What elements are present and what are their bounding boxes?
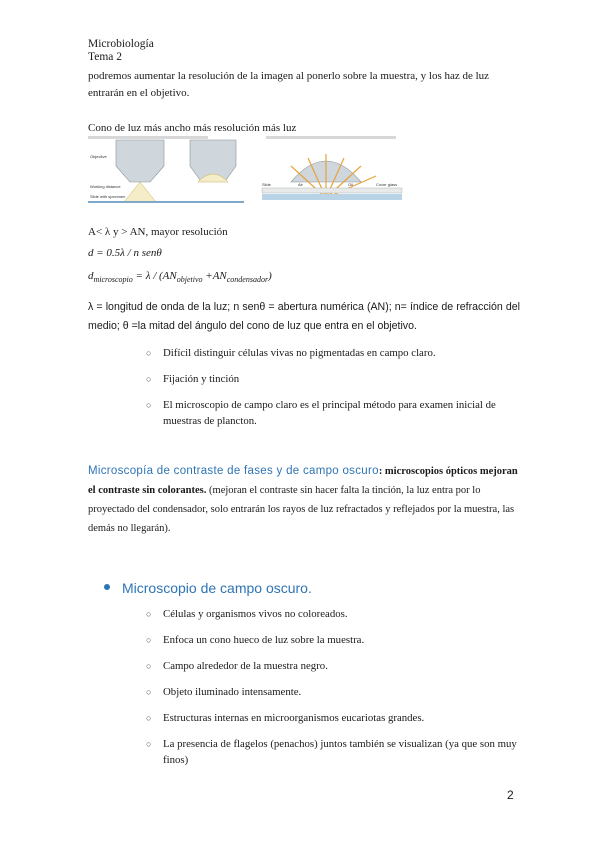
formula3-plus: +AN [202, 270, 227, 282]
section-title: Microscopía de contraste de fases y de campo oscuro [88, 465, 379, 477]
formula3-sub2: condensador [226, 275, 269, 284]
label-air: Air [298, 182, 303, 187]
list-item: ○ Difícil distinguir células vivas no pigmentadas en campo claro. [146, 345, 522, 361]
darkfield-heading [104, 580, 312, 596]
header-subject: Microbiología [88, 38, 154, 50]
label-objective: Objective [90, 154, 107, 159]
section-body: (mejoran el contraste sin hacer falta la tinción, la luz entra por lo proyectado del condensador, solo entrarán los rayos de luz refractados y reflejados por la muestra, las demás no llegarán). [88, 485, 515, 534]
list-item: ○ Estructuras internas en microorganismos eucariotas grandes. [146, 710, 522, 726]
formula-d: d = 0.5λ / n senθ [88, 247, 162, 259]
label-cover-glass: Cover glass [376, 182, 398, 187]
label-oil: Oil [348, 182, 353, 187]
list-item: ○ Células y organismos vivos no coloreados. [146, 606, 522, 622]
formula-resolution-rule: A< λ y > AN, mayor resolución [88, 226, 228, 238]
section-bold: : microscopios ópticos mejoran el contraste sin colorantes. [88, 466, 518, 496]
list-item: ○ Fijación y tinción [146, 371, 522, 387]
list-item: ○ Objeto iluminado intensamente. [146, 684, 522, 700]
bullet-dot-icon [104, 584, 110, 590]
formula3-mid: = λ / (AN [132, 270, 177, 282]
list-item: ○ Campo alrededor de la muestra negro. [146, 658, 522, 674]
page-number: 2 [507, 788, 514, 802]
label-slide: Slide [262, 182, 271, 187]
darkfield-list [146, 606, 522, 778]
section-contrast [88, 462, 520, 538]
label-slide-specimen: Slide with specimen [90, 194, 126, 199]
formula3-lhs: d [88, 270, 94, 282]
header-topic: Tema 2 [88, 51, 123, 63]
paragraph-resolution: podremos aumentar la resolución de la imagen al ponerlo sobre la muestra, y los haz de luz entrarán en el objetivo. [88, 70, 490, 99]
list-item: ○ El microscopio de campo claro es el principal método para examen inicial de muestras de plancton. [146, 397, 522, 429]
formula3-lhs-sub: microscopio [93, 275, 133, 284]
microscope-objective-figure [86, 136, 486, 206]
page-header [88, 38, 154, 64]
formula3-sub1: objetivo [176, 275, 203, 284]
brightfield-list [146, 345, 522, 439]
formula3-end: ) [268, 270, 272, 282]
list-item: ○ Enfoca un cono hueco de luz sobre la muestra. [146, 632, 522, 648]
cone-caption: Cono de luz más ancho más resolución más luz [88, 122, 297, 134]
darkfield-heading-text: Microscopio de campo oscuro. [122, 580, 312, 596]
list-item: ○ La presencia de flagelos (penachos) juntos también se visualizan (ya que son muy finos) [146, 736, 522, 768]
objective-panel-2 [182, 140, 244, 202]
formula-d-microscope [88, 270, 272, 282]
label-working-distance: Working distance [90, 184, 121, 189]
definition-text: λ = longitud de onda de la luz; n senθ = abertura numérica (AN); n= índice de refracción del medio; θ =la mitad del ángulo del cono de luz que entra en el objetivo. [88, 301, 520, 332]
oil-immersion-panel [262, 136, 402, 200]
